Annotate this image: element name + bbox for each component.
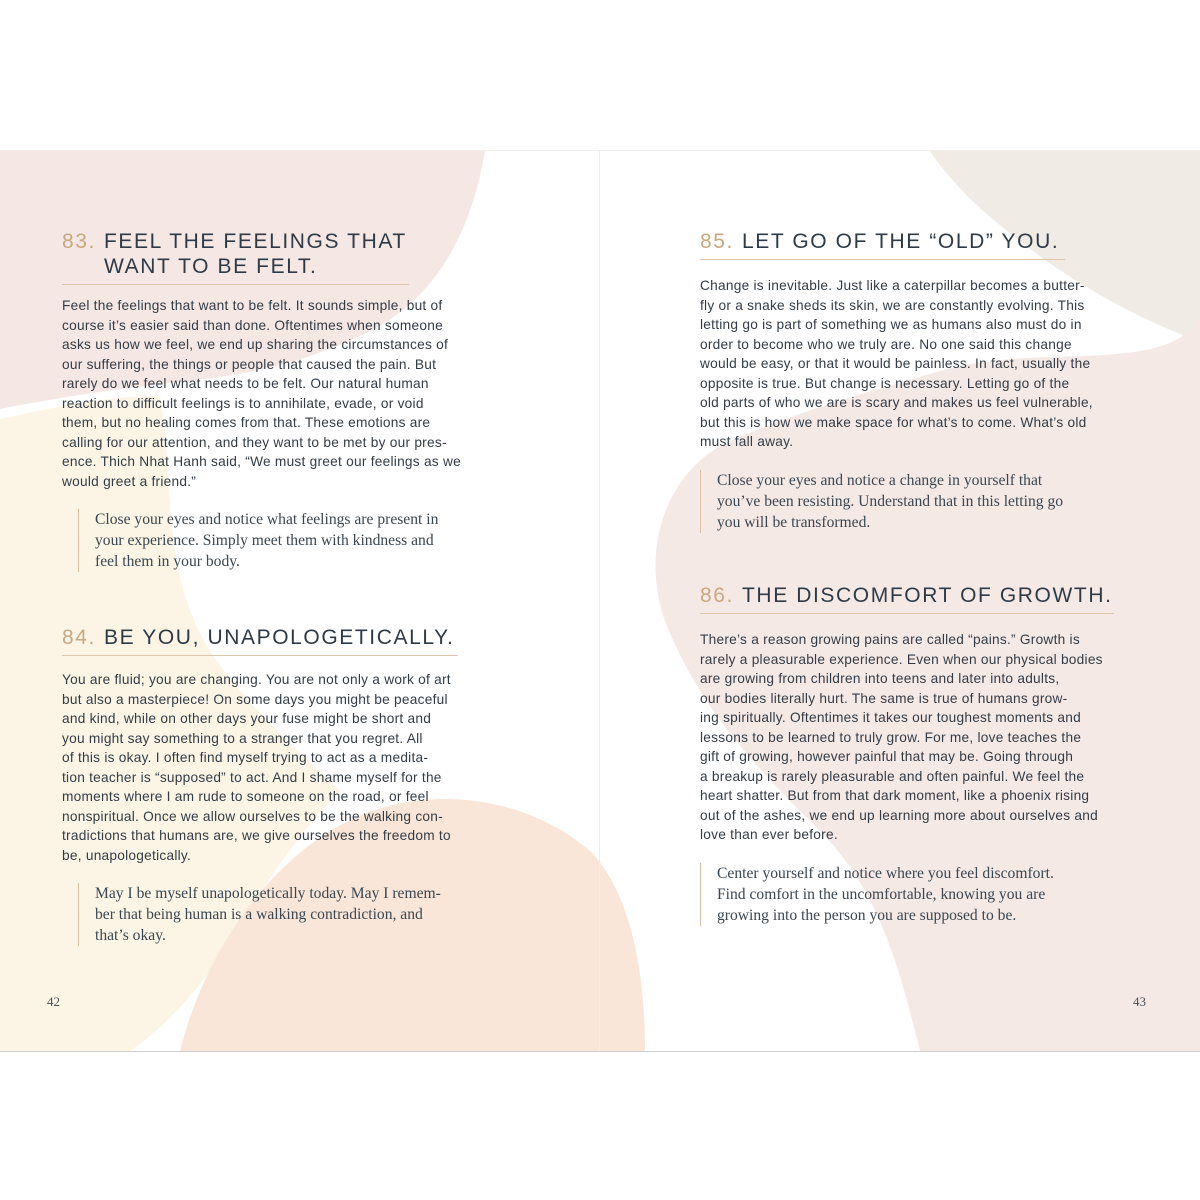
body-line: You are fluid; you are changing. You are not only a work of art <box>62 672 451 687</box>
section-body <box>700 630 1145 845</box>
body-line: be, unapologetically. <box>62 847 192 863</box>
quote-line: your experience. Simply meet them with kindness and <box>95 532 434 549</box>
quote-line: Close your eyes and notice what feelings are present in <box>95 511 439 528</box>
section-title <box>742 229 1059 254</box>
body-line: are growing from children into teens and later into adults, <box>700 671 1060 686</box>
title-line: LET GO OF THE “OLD” YOU. <box>742 230 1060 253</box>
reflection-quote <box>700 863 1145 926</box>
reflection-quote <box>78 509 502 572</box>
section-title <box>742 583 1113 608</box>
section-heading <box>700 229 1065 256</box>
title-line: FEEL THE FEELINGS THAT <box>104 230 407 253</box>
body-line: opposite is true. But change is necessary. Letting go of the <box>700 375 1070 391</box>
body-line: you might say something to a stranger that you regret. All <box>62 730 423 746</box>
section-number: 83. <box>62 230 96 253</box>
body-line: a breakup is rarely pleasurable and often painful. We feel the <box>700 768 1085 784</box>
section-heading <box>62 625 458 652</box>
title-line: BE YOU, UNAPOLOGETICALLY. <box>104 626 455 649</box>
body-line: nonspiritual. Once we allow ourselves to be the walking con- <box>62 808 443 824</box>
section-title <box>104 229 407 279</box>
section-body <box>62 670 502 865</box>
quote-line: Close your eyes and notice a change in yourself that <box>717 471 1043 489</box>
section-body <box>700 276 1145 452</box>
body-line: our suffering, the things or people that caused the pain. But <box>62 356 437 372</box>
section-title <box>104 625 454 650</box>
section-heading <box>700 583 1114 610</box>
body-line: and kind, while on other days your fuse might be short and <box>62 711 432 726</box>
section-heading-block <box>700 229 1065 260</box>
quote-line: Find comfort in the uncomfortable, knowing you are <box>717 885 1046 903</box>
section-number: 84. <box>62 626 96 649</box>
body-line: ence. Thich Nhat Hanh said, “We must greet our feelings as we <box>62 454 461 469</box>
quote-line: you’ve been resisting. Understand that in this letting go <box>717 492 1064 510</box>
quote-line: that’s okay. <box>95 927 166 944</box>
body-line: gift of growing, however painful that may be. Going through <box>700 749 1074 764</box>
reflection-quote <box>78 883 502 946</box>
body-line: out of the ashes, we end up learning more about ourselves and <box>700 807 1098 823</box>
page-number: 43 <box>1133 994 1146 1009</box>
section-heading-block <box>700 583 1114 614</box>
quote-line: ber that being human is a walking contradiction, and <box>95 906 423 923</box>
quote-line: growing into the person you are supposed to be. <box>717 906 1017 924</box>
body-line: tradictions that humans are, we give ourselves the freedom to <box>62 828 451 843</box>
section-83 <box>62 229 502 572</box>
page-number: 42 <box>47 994 60 1009</box>
body-line: moments where I am rude to someone on the road, or feel <box>62 789 429 804</box>
body-line: reaction to difficult feelings is to annihilate, evade, or void <box>62 395 424 411</box>
body-line: must fall away. <box>700 434 794 449</box>
section-heading-block <box>62 229 409 285</box>
body-line: Feel the feelings that want to be felt. It sounds simple, but of <box>62 298 443 313</box>
quote-line: May I be myself unapologetically today. May I remem- <box>95 885 441 902</box>
heading-rule <box>700 613 1114 614</box>
body-line: them, but no healing comes from that. These emotions are <box>62 415 431 430</box>
body-line: calling for our attention, and they want to be met by our pres- <box>62 434 447 450</box>
body-line: letting go is part of something we as humans also must do in <box>700 317 1082 332</box>
section-number: 85. <box>700 230 734 253</box>
body-line: asks us how we feel, we end up sharing the circumstances of <box>62 337 449 352</box>
body-line: but this is how we make space for what’s to come. What’s old <box>700 414 1087 430</box>
body-line: Change is inevitable. Just like a caterpillar becomes a butter- <box>700 278 1085 293</box>
body-line: course it’s easier said than done. Oftentimes when someone <box>62 317 443 333</box>
quote-line: Center yourself and notice where you feel discomfort. <box>717 864 1054 882</box>
quote-line: feel them in your body. <box>95 553 240 570</box>
heading-rule <box>62 655 458 656</box>
body-line: rarely a pleasurable experience. Even when our physical bodies <box>700 651 1103 667</box>
section-heading <box>62 229 409 281</box>
heading-rule <box>62 284 409 285</box>
heading-rule <box>700 259 1065 260</box>
body-line: rarely do we feel what needs to be felt. Our natural human <box>62 376 429 391</box>
reflection-quote <box>700 470 1145 533</box>
body-line: of this is okay. I often find myself trying to act as a medita- <box>62 750 429 765</box>
body-line: tion teacher is “supposed” to act. And I shame myself for the <box>62 769 442 785</box>
body-line: There’s a reason growing pains are called “pains.” Growth is <box>700 632 1080 647</box>
section-85 <box>700 229 1145 533</box>
body-line: order to become who we truly are. No one said this change <box>700 336 1072 352</box>
right-page <box>600 151 1200 1051</box>
title-line: THE DISCOMFORT OF GROWTH. <box>742 584 1113 607</box>
section-86 <box>700 583 1145 926</box>
body-line: heart shatter. But from that dark moment, like a phoenix rising <box>700 788 1090 803</box>
body-line: fly or a snake sheds its skin, we are constantly evolving. This <box>700 297 1085 313</box>
body-line: old parts of who we are is scary and makes us feel vulnerable, <box>700 395 1093 410</box>
body-line: our bodies literally hurt. The same is true of humans grow- <box>700 690 1068 706</box>
body-line: would greet a friend.” <box>62 473 197 489</box>
body-line: love than ever before. <box>700 827 838 842</box>
body-line: lessons to be learned to truly grow. For me, love teaches the <box>700 729 1082 745</box>
section-heading-block <box>62 625 458 656</box>
body-line: would be easy, or that it would be painless. In fact, usually the <box>700 356 1091 371</box>
left-page <box>0 151 600 1051</box>
section-body <box>62 296 502 491</box>
body-line: but also a masterpiece! On some days you might be peaceful <box>62 691 448 707</box>
section-number: 86. <box>700 584 734 607</box>
section-84 <box>62 625 502 946</box>
book-spread <box>0 150 1200 1052</box>
quote-line: you will be transformed. <box>717 513 871 531</box>
title-line: WANT TO BE FELT. <box>104 255 318 278</box>
body-line: ing spiritually. Oftentimes it takes our toughest moments and <box>700 710 1081 725</box>
